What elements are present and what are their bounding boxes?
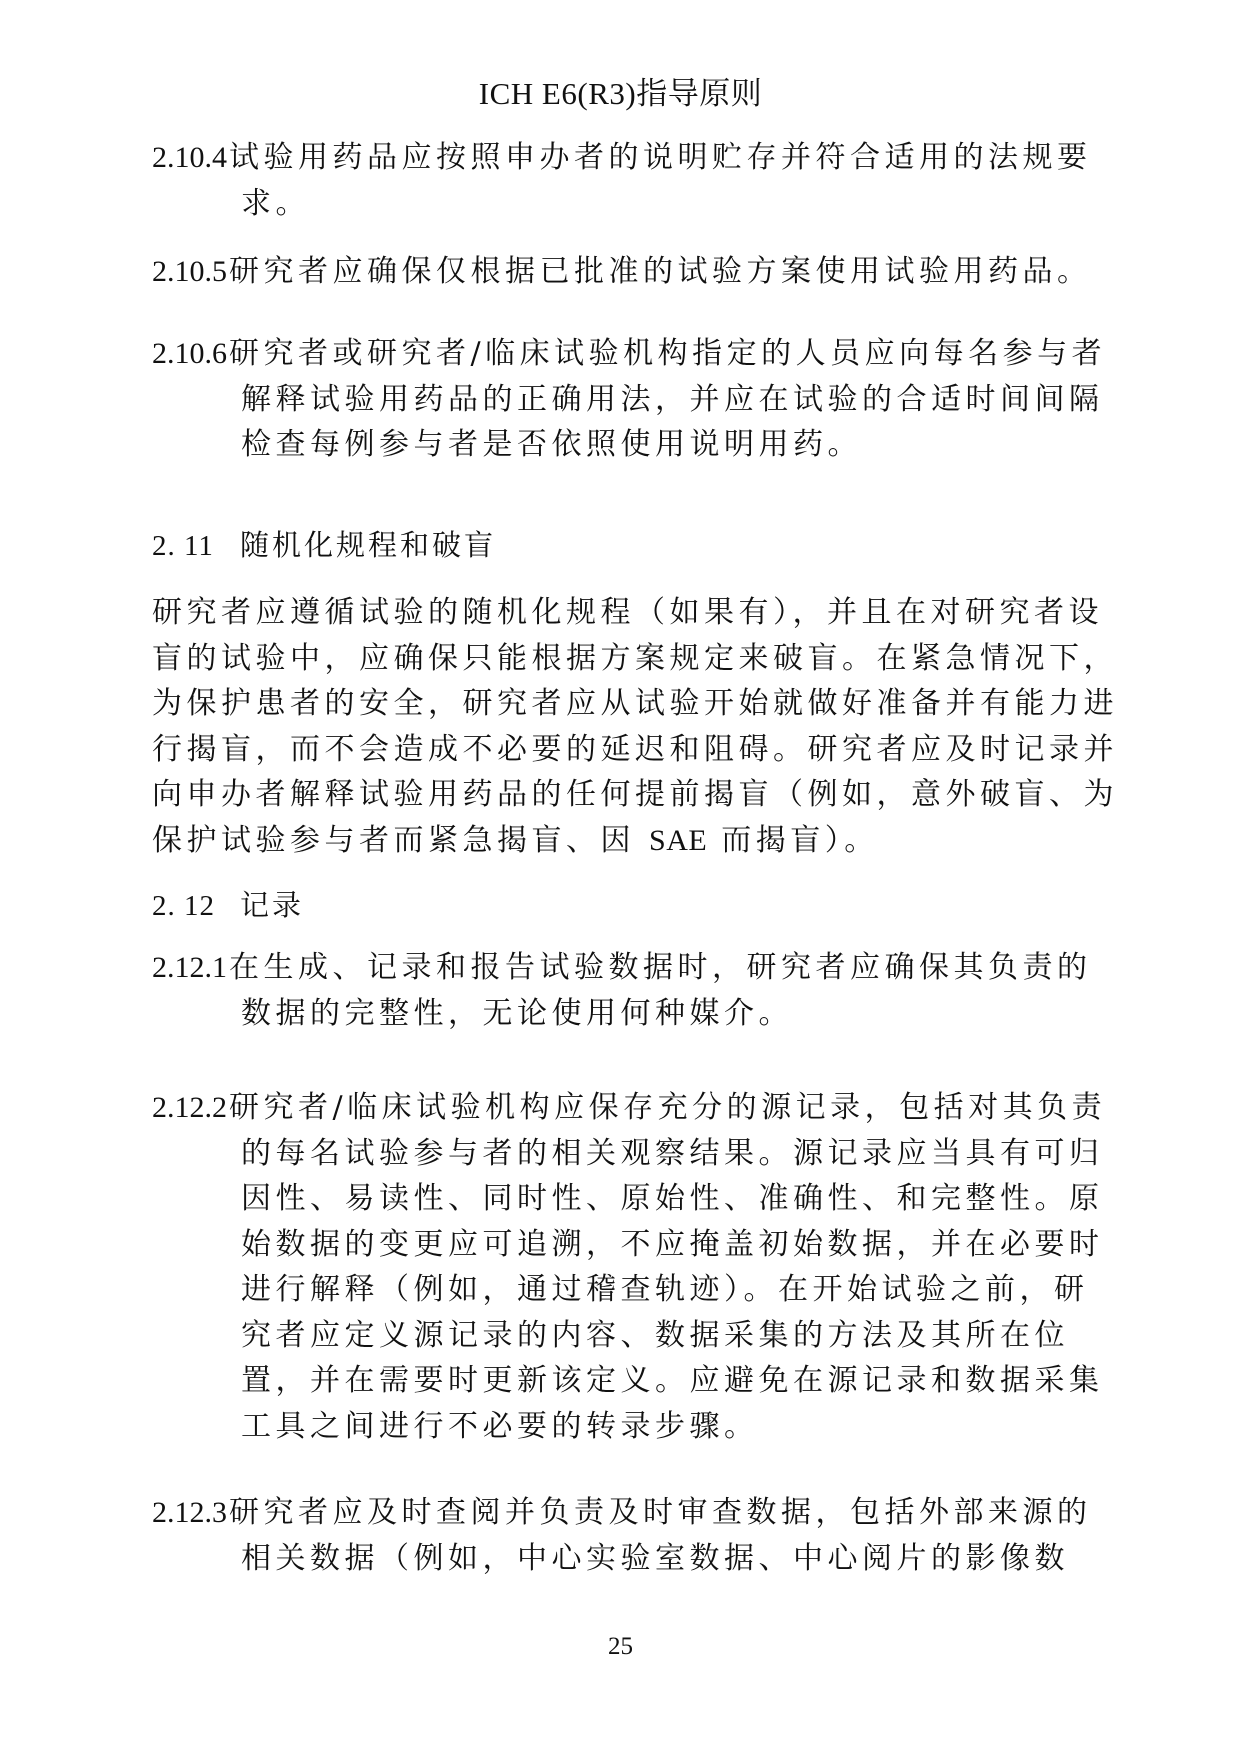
section-line: 解释试验用药品的正确用法，并应在试验的合适时间间隔 [241,381,1104,417]
paragraph-text: 而揭盲）。 [707,822,879,858]
section-line: 工具之间进行不必要的转录步骤。 [241,1408,759,1444]
paragraph-line: 盲的试验中，应确保只能根据方案规定来破盲。在紧急情况下， [152,640,1118,676]
section-line [152,135,1092,181]
section-line: 因性、易读性、同时性、原始性、准确性、和完整性。原 [241,1181,1104,1216]
section-2-10-5 [152,249,1092,295]
section-line [152,331,1107,377]
section-2-12-2 [152,1085,1107,1449]
section-line: 置，并在需要时更新该定义。应避免在源记录和数据采集 [241,1363,1104,1398]
heading-number: 2. 12 [152,890,215,922]
section-line [152,1490,1092,1536]
paragraph-line: 研究者应遵循试验的随机化规程（如果有），并且在对研究者设 [152,595,1103,630]
section-text: 在生成、记录和报告试验数据时，研究者应确保其负责的 [229,950,1092,985]
section-number: 2.12.3 [152,1496,227,1529]
section-line [152,945,1092,991]
section-line: 相关数据（例如，中心实验室数据、中心阅片的影像数 [241,1540,1069,1576]
section-text: 研究者应确保仅根据已批准的试验方案使用试验用药品。 [229,254,1092,289]
page-number: 25 [608,1633,633,1660]
section-line: 求。 [241,185,310,221]
section-line [152,249,1092,295]
page-header: ICH E6(R3)指导原则 [478,76,763,111]
section-line: 检查每例参与者是否依照使用说明用药。 [241,427,862,462]
paragraph-text: 保护试验参与者而紧急揭盲、因 [152,822,650,858]
section-line: 究者应定义源记录的内容、数据采集的方法及其所在位 [241,1317,1069,1353]
section-number: 2.10.5 [152,255,227,288]
paragraph-line: 为保护患者的安全，研究者应从试验开始就做好准备并有能力进 [152,686,1118,721]
section-text: 试验用药品应按照申办者的说明贮存并符合适用的法规要 [229,140,1092,175]
paragraph-line [152,818,1082,864]
heading-title: 记录 [240,888,305,922]
paragraph-line: 行揭盲，而不会造成不必要的延迟和阻碍。研究者应及时记录并 [152,731,1118,767]
paragraph-line: 向申办者解释试验用药品的任何提前揭盲（例如，意外破盲、为 [152,777,1118,812]
heading-2-12 [152,885,304,926]
section-line: 的每名试验参与者的相关观察结果。源记录应当具有可归 [241,1135,1104,1171]
paragraph-2-11 [152,590,1118,863]
section-line: 始数据的变更应可追溯，不应掩盖初始数据，并在必要时 [241,1226,1104,1262]
heading-2-11 [152,525,496,566]
section-line: 进行解释（例如，通过稽查轨迹）。在开始试验之前，研 [241,1272,1089,1307]
section-text: 研究者/临床试验机构应保存充分的源记录，包括对其负责 [229,1090,1107,1125]
section-line: 数据的完整性，无论使用何种媒介。 [241,995,793,1031]
heading-title: 随机化规程和破盲 [240,528,497,562]
section-number: 2.10.4 [152,141,227,174]
section-text: 研究者应及时查阅并负责及时审查数据，包括外部来源的 [229,1495,1092,1530]
heading-number: 2. 11 [152,530,214,562]
section-2-10-4 [152,135,1092,226]
section-number: 2.10.6 [152,337,227,370]
section-text: 研究者或研究者/临床试验机构指定的人员应向每名参与者 [229,336,1107,371]
section-number: 2.12.2 [152,1091,227,1124]
acronym-sae: SAE [649,823,708,857]
section-2-12-3 [152,1490,1092,1581]
section-2-10-6 [152,331,1107,468]
section-number: 2.12.1 [152,951,227,984]
section-line [152,1085,1107,1131]
section-2-12-1 [152,945,1092,1036]
